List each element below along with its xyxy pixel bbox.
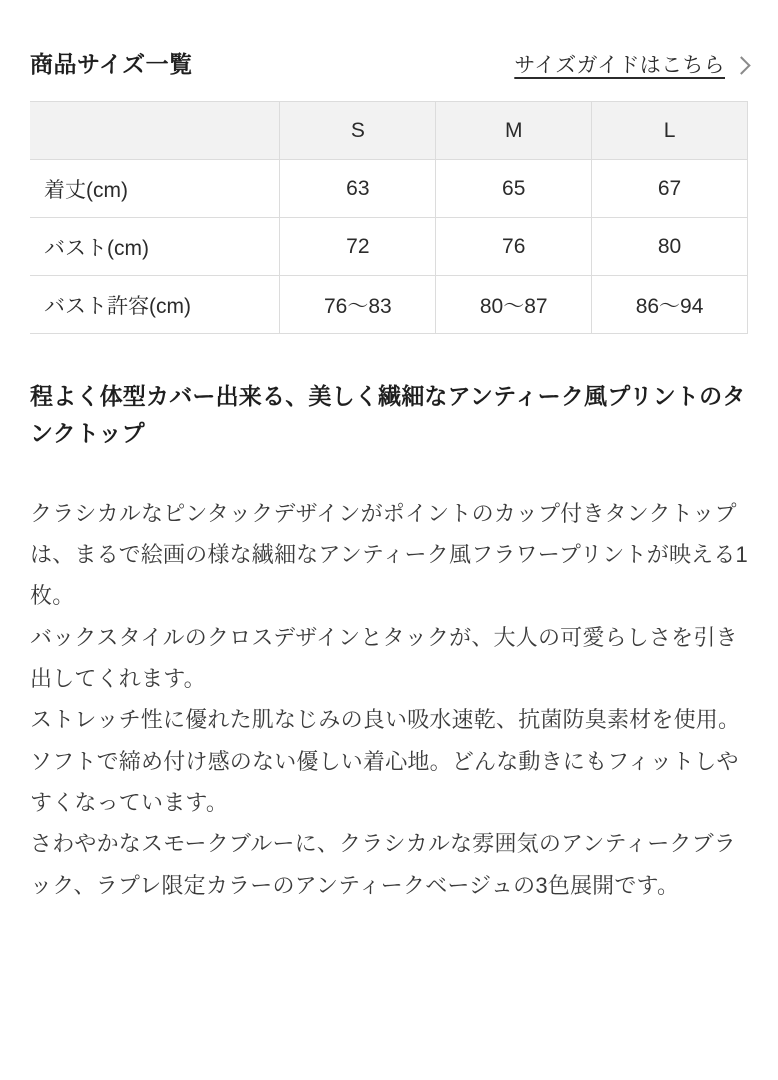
cell-value: 80〜87 bbox=[436, 276, 592, 334]
cell-value: 65 bbox=[436, 160, 592, 218]
column-header-m: M bbox=[436, 102, 592, 160]
description-paragraph: さわやかなスモークブルーに、クラシカルな雰囲気のアンティークブラック、ラプレ限定カラーのアンティークベージュの3色展開です。 bbox=[30, 831, 737, 898]
cell-value: 63 bbox=[280, 160, 436, 218]
cell-value: 86〜94 bbox=[592, 276, 748, 334]
cell-value: 72 bbox=[280, 218, 436, 276]
cell-value: 76〜83 bbox=[280, 276, 436, 334]
chevron-right-icon bbox=[732, 56, 750, 74]
page-title: 商品サイズ一覧 bbox=[30, 51, 193, 77]
size-guide-link[interactable]: サイズガイドはこちら bbox=[514, 54, 725, 77]
cell-value: 80 bbox=[592, 218, 748, 276]
description-paragraph: バックスタイルのクロスデザインとタックが、大人の可愛らしさを引き出してくれます。 bbox=[30, 624, 738, 691]
size-table-head bbox=[30, 102, 748, 160]
column-header-l: L bbox=[592, 102, 748, 160]
cell-value: 67 bbox=[592, 160, 748, 218]
size-table-body bbox=[30, 160, 748, 334]
table-row bbox=[30, 160, 748, 218]
size-section-header bbox=[30, 46, 748, 79]
row-label: バスト(cm) bbox=[30, 218, 280, 276]
product-description bbox=[30, 493, 748, 907]
size-table bbox=[30, 101, 748, 334]
table-header-row bbox=[30, 102, 748, 160]
column-header-s: S bbox=[280, 102, 436, 160]
table-row bbox=[30, 276, 748, 334]
row-label: バスト許容(cm) bbox=[30, 276, 280, 334]
description-paragraph: ストレッチ性に優れた肌なじみの良い吸水速乾、抗菌防臭素材を使用。 bbox=[30, 707, 741, 733]
table-row bbox=[30, 218, 748, 276]
size-guide-link-group[interactable] bbox=[514, 49, 748, 79]
row-label: 着丈(cm) bbox=[30, 160, 280, 218]
product-lead-text: 程よく体型カバー出来る、美しく繊細なアンティーク風プリントのタンクトップ bbox=[30, 383, 746, 447]
cell-value: 76 bbox=[436, 218, 592, 276]
description-paragraph: クラシカルなピンタックデザインがポイントのカップ付きタンクトップは、まるで絵画の様な繊細なアンティーク風フラワープリントが映える1枚。 bbox=[30, 500, 748, 609]
description-paragraph: ソフトで締め付け感のない優しい着心地。どんな動きにもフィットしやすくなっています。 bbox=[30, 748, 739, 816]
table-corner-cell bbox=[30, 102, 280, 160]
